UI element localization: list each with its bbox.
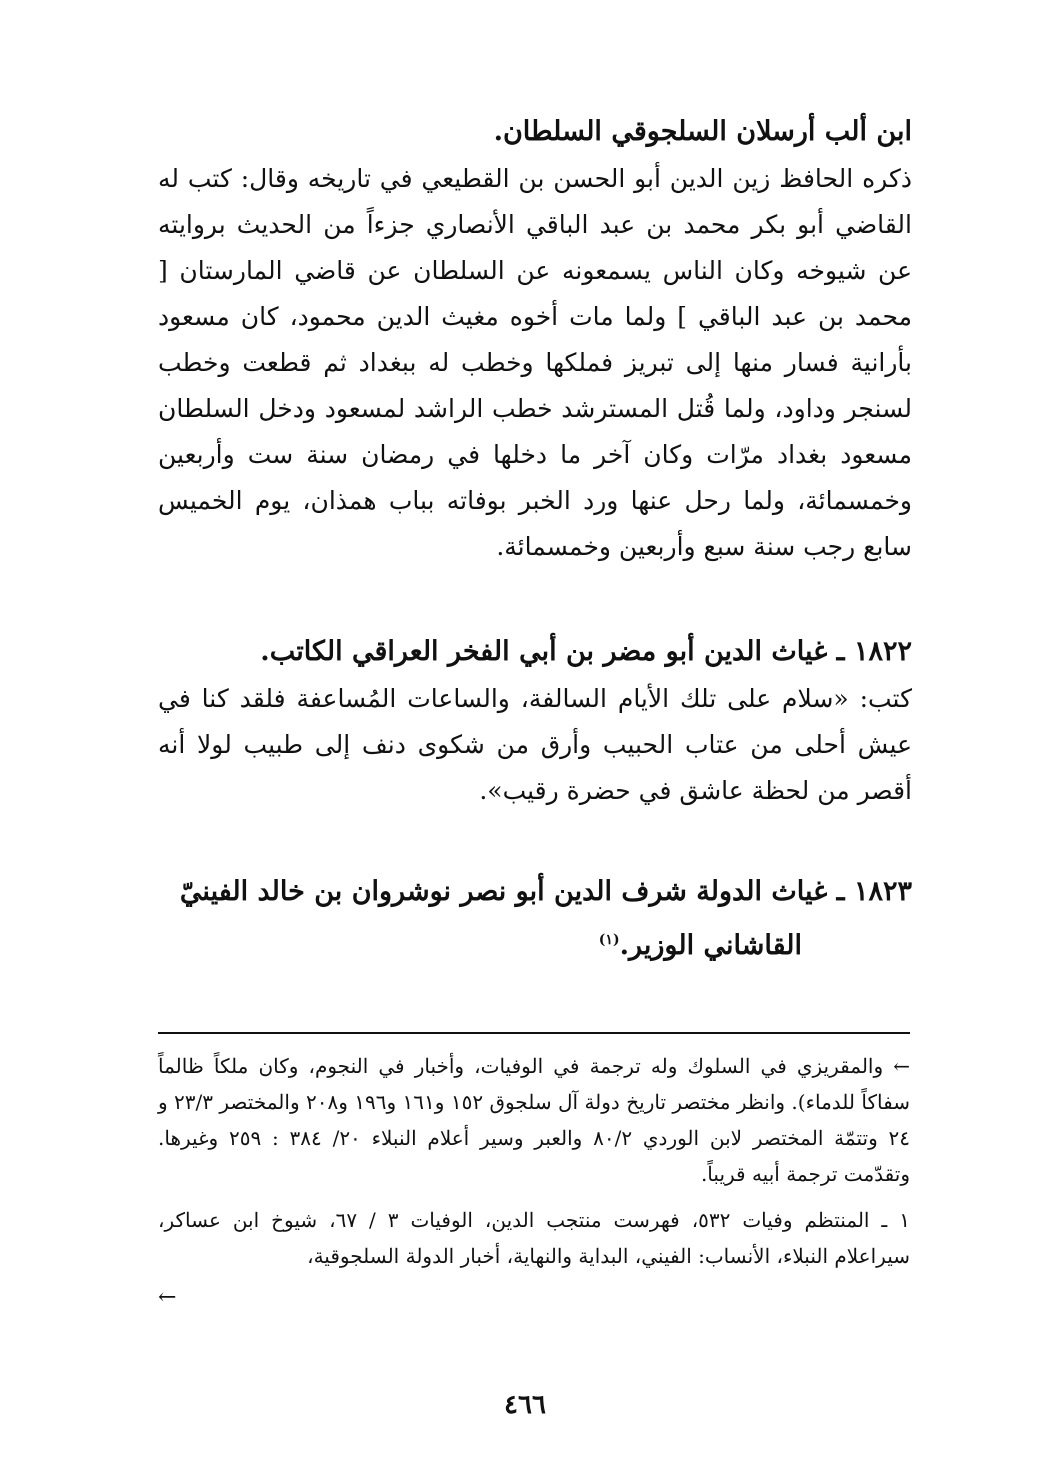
section-gap (158, 570, 912, 628)
entry-1823-heading-line2: القاشاني الوزير. (619, 930, 802, 961)
entry-1821-body: ذكره الحافظ زين الدين أبو الحسن بن القطيعي في تاريخه وقال: كتب له القاضي أبو بكر محمد بن عبد الباقي الأنصاري جزءاً من الحديث بروايته عن شيوخه وكان الناس يسمعونه عن السلطان عن قاضي المارستان [ محمد بن عبد الباقي ] ولما مات أخوه مغيث الدين محمود، كان مسعود بأرانية فسار منها إلى تبريز فملكها وخطب له ببغداد ثم قطعت وخطب لسنجر وداود، ولما قُتل المسترشد خطب الراشد لمسعود ودخل السلطان مسعود بغداد مرّات وكان آخر ما دخلها في رمضان سنة ست وأربعين وخمسمائة، ولما رحل عنها ورد الخبر بوفاته بباب همذان، يوم الخميس سابع رجب سنة سبع وأربعين وخمسمائة. (158, 164, 912, 561)
footnotes-section (158, 1048, 910, 1312)
continuation-arrow-icon: ← (158, 1285, 177, 1310)
entry-1823-heading-line2-wrap (158, 916, 912, 970)
footnote-divider (158, 1032, 910, 1034)
footnote-marker: (١) (598, 932, 620, 948)
entry-1823-heading-line1: ١٨٢٣ ـ غياث الدولة شرف الدين أبو نصر نوشروان بن خالد الفينيّ (179, 876, 912, 907)
section-gap (158, 814, 912, 868)
page-number: ٤٦٦ (504, 1390, 546, 1420)
footnote-1: ١ ـ المنتظم وفيات ٥٣٢، فهرست منتجب الدين، الوفيات ٣ / ٦٧، شيوخ ابن عساكر، سيراعلام النبلاء، الأنساب: الفيني، البداية والنهاية، أخبار الدولة السلجوقية، (158, 1208, 910, 1268)
entry-1822-heading: ١٨٢٢ ـ غياث الدين أبو مضر بن أبي الفخر العراقي الكاتب. (260, 636, 912, 667)
entry-1822-body: كتب: «سلام على تلك الأيام السالفة، والساعات المُساعفة فلقد كنا في عيش أحلى من عتاب الحبيب وأرق من شكوى دنف إلى طبيب لولا أنه أقصر من لحظة عاشق في حضرة رقيب». (158, 684, 912, 805)
entry-1821-heading-tail: ابن ألب أرسلان السلجوقي السلطان. (493, 116, 912, 147)
entry-1823-heading (158, 868, 912, 970)
footnote-continuation: ← والمقريزي في السلوك وله ترجمة في الوفيات، وأخبار في النجوم، وكان ملكاً ظالماً سفاكاً للدماء). وانظر مختصر تاريخ دولة آل سلجوق ١٥٢ و١٦١ و١٩٦ و٢٠٨ والمختصر ٢٣/٣ و ٢٤ وتتمّة المختصر لابن الوردي ٨٠/٢ والعبر وسير أعلام النبلاء ٢٠/ ٣٨٤ : ٢٥٩ وغيرها. وتقدّمت ترجمة أبيه قريباً. (158, 1054, 910, 1186)
